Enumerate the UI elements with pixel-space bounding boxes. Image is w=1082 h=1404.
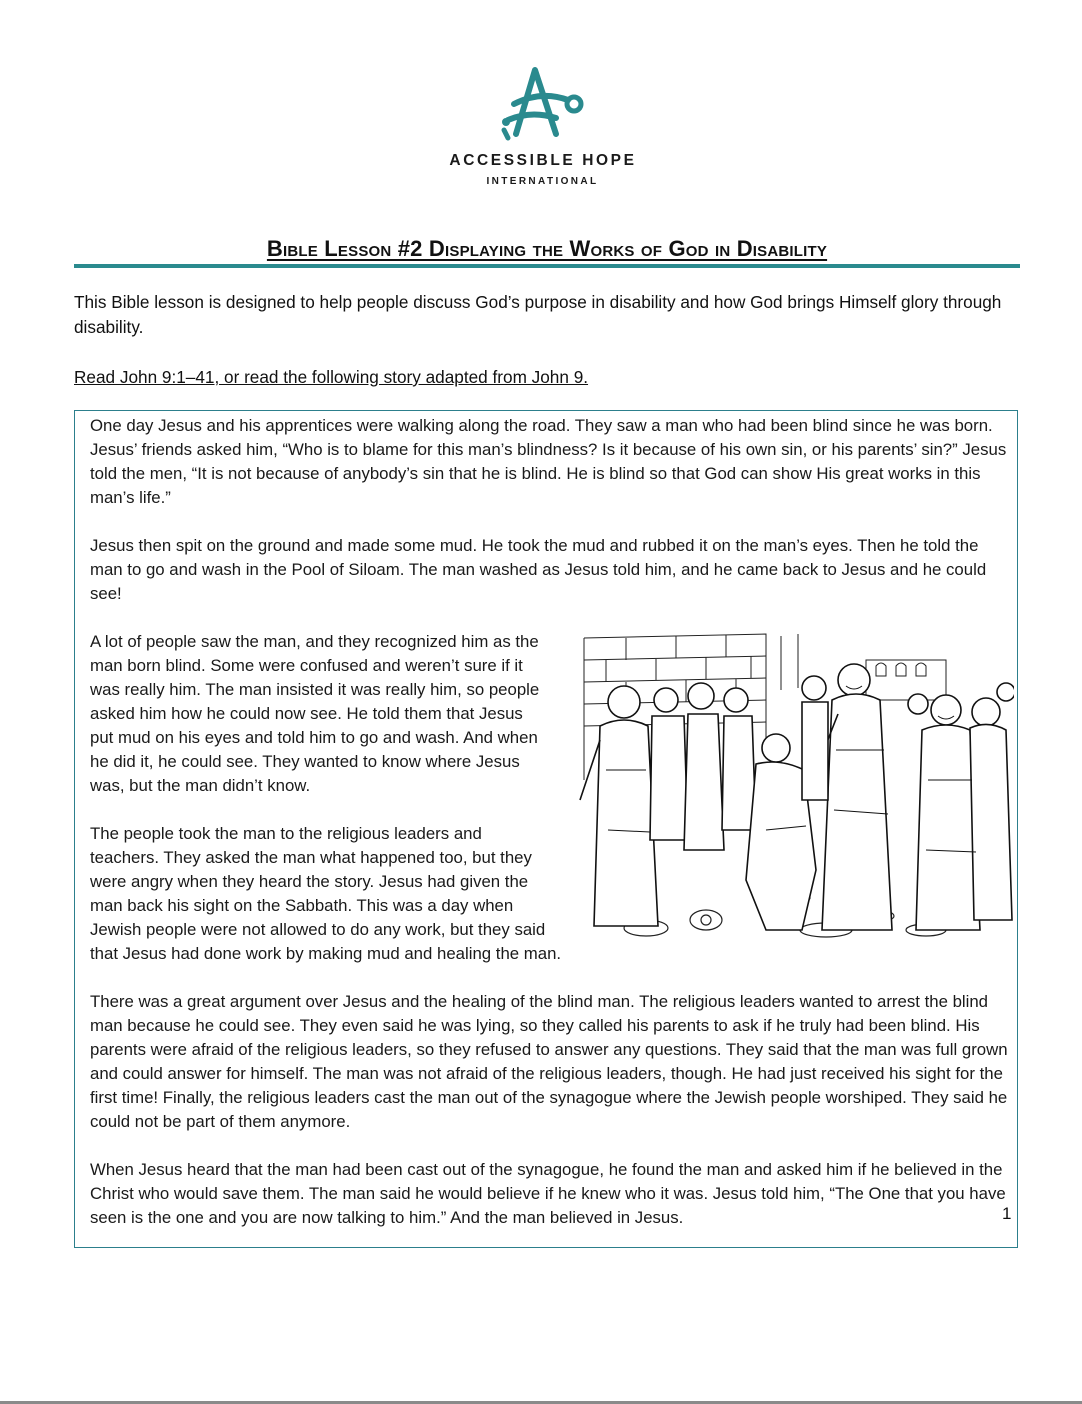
story-paragraph-5: There was a great argument over Jesus and the healing of the blind man. The religious leaders wanted to arrest the blind man because he could see. They even said he was lying, so they called his parents to ask if he truly had been blind. His parents were afraid of the religious leaders, so they refused to answer any questions. They said that the man was full grown and could answer for himself. The man was not afraid of the religious leaders, though. He had just received his sight for the first time! Finally, the religious leaders cast the man out of the synagogue where the Jewish people worshiped. They said he could not be part of them anymore. [90,992,1008,1131]
read-instruction: Read John 9:1–41, or read the following story adapted from John 9. [74,367,589,387]
blind-man-healing-illustration-icon [566,630,1014,942]
lesson-title: Bible Lesson #2 Displaying the Works of God in Disability [266,236,828,261]
story-paragraph-3: A lot of people saw the man, and they recognized him as the man born blind. Some were confused and weren’t sure if it was really him. The man insisted it was really him, so people asked him how he could now see. He told them that Jesus put mud on his eyes and told him to go and wash. And when he did it, he could see. They wanted to know where Jesus was, but the man didn’t know. [90,632,540,795]
healing-illustration [566,630,1014,942]
story-box [74,410,1018,1248]
story-paragraph-1: One day Jesus and his apprentices were walking along the road. They saw a man who had been blind since he was born. Jesus’ friends asked him, “Who is to blame for this man’s blindness? Is it because of his own sin, or his parents’ sin?” Jesus told the men, “It is not because of anybody’s sin that he is blind. He is blind so that God can show His great works in this man’s life.” [90,416,1007,507]
logo-subtitle: INTERNATIONAL [486,176,599,187]
story-paragraph-4: The people took the man to the religious leaders and teachers. They asked the man what happened too, but they were angry when they heard the story. Jesus had given the man back his sight on the Sabbath. This was a day when Jewish people were not allowed to do any work, but they said that Jesus had done work by making mud and healing the man. [90,824,562,963]
page-number: 1 [1002,1204,1012,1223]
story-paragraph-2: Jesus then spit on the ground and made some mud. He took the mud and rubbed it on the man’s eyes. Then he told the man to go and wash in the Pool of Siloam. The man washed as Jesus told him, and he came back to Jesus and he could see! [90,536,987,603]
story-paragraph-6: When Jesus heard that the man had been cast out of the synagogue, he found the man and asked him if he believed in the Christ who would save them. The man said he would believe if he knew who it was. Jesus told him, “The One that you have seen is the one and you are now talking to him.” And the man believed in Jesus. [90,1160,1006,1227]
story-text [90,414,1010,1230]
logo [0,60,1082,187]
logo-name: ACCESSIBLE HOPE [449,152,637,169]
accessible-hope-logo-icon [486,60,596,142]
title-divider [74,264,1020,268]
intro-paragraph: This Bible lesson is designed to help people discuss God’s purpose in disability and how God brings Himself glory through disability. [74,292,1002,337]
